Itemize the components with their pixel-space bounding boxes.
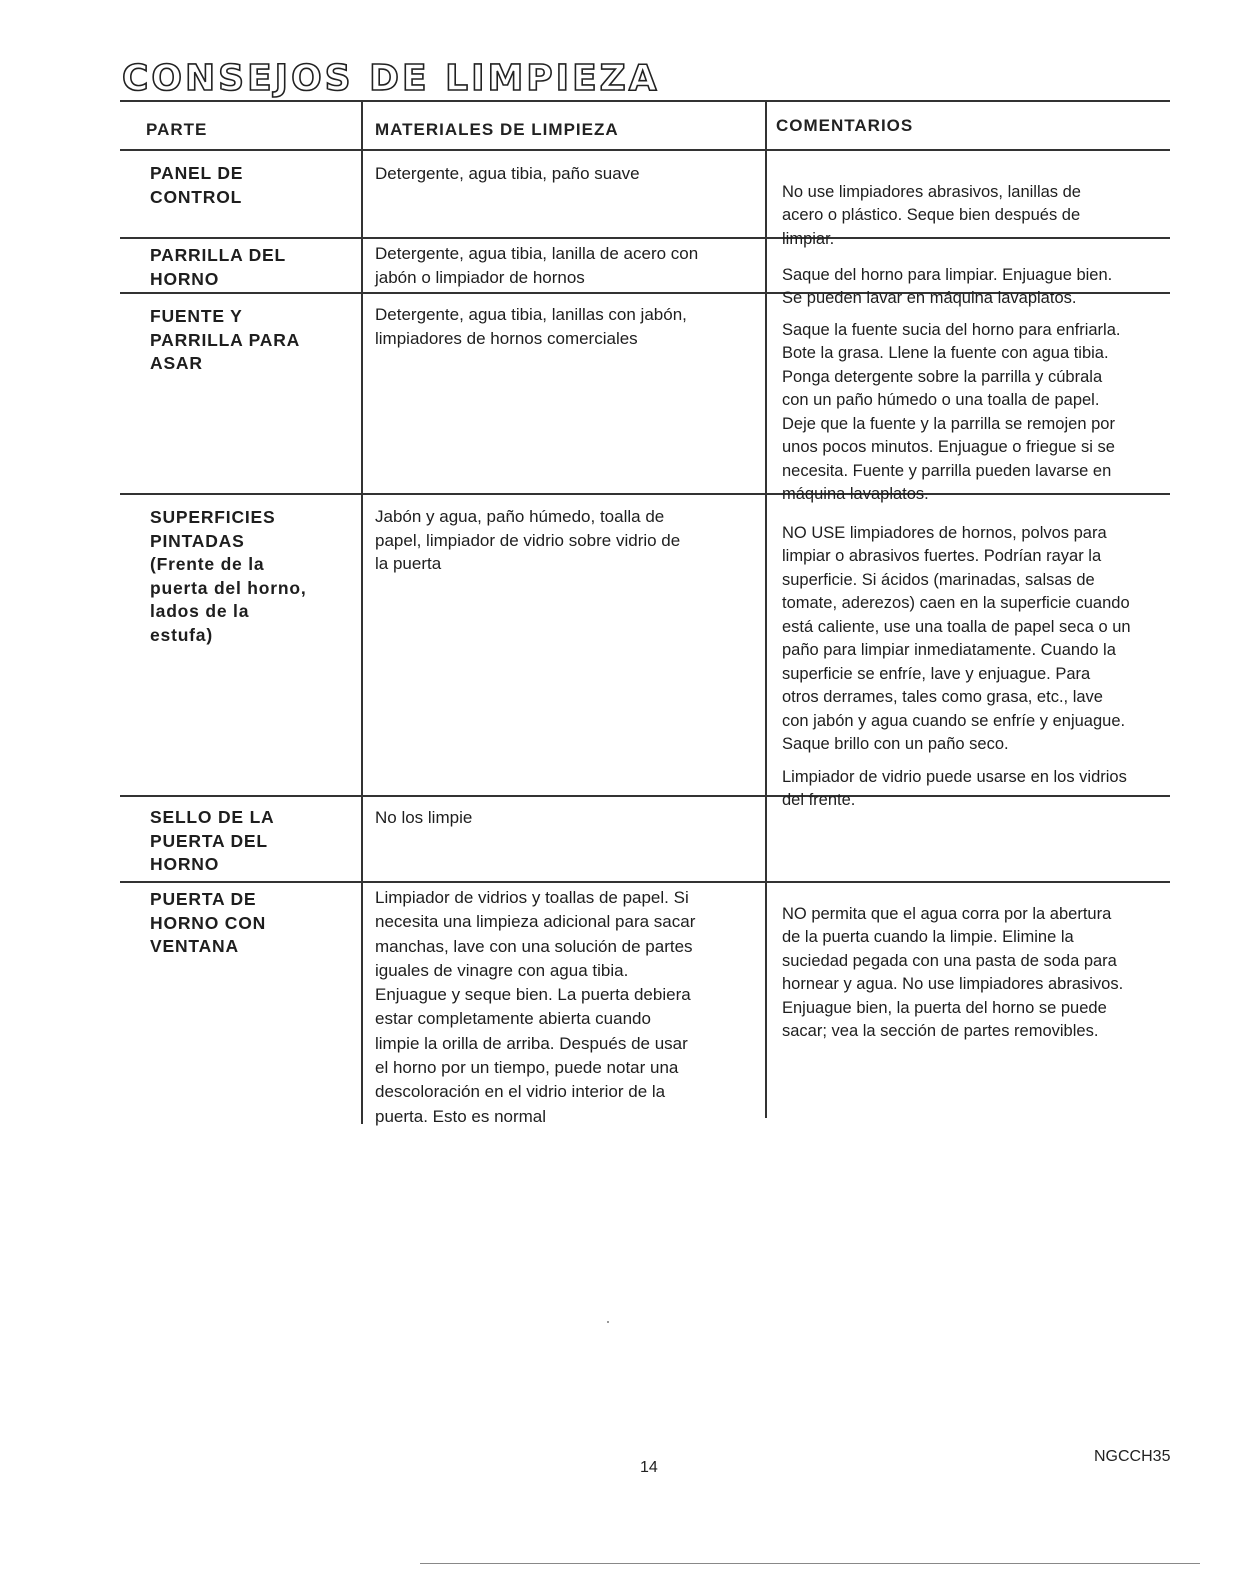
part-cell: SELLO DE LA PUERTA DEL HORNO xyxy=(150,807,275,874)
materials-cell: Detergente, agua tibia, lanillas con jabón, limpiadores de hornos comerciales xyxy=(375,305,687,348)
header-part: PARTE xyxy=(146,120,208,139)
materials-cell: Limpiador de vidrios y toallas de papel. Si necesita una limpieza adicional para sacar manchas, lave con una solución de partes iguales de vinagre con agua tibia. Enjuague y seque bien. La puerta debiera estar completamente abierta cuando limpie la orilla de arriba. Después de usar el horno por un tiempo, puede notar una descoloración en el vidrio interior de la puerta. Esto es normal xyxy=(375,888,696,1126)
page-title: CONSEJOS DE LIMPIEZA xyxy=(122,58,660,99)
model-code: NGCCH35 xyxy=(1094,1448,1171,1465)
header-comments: COMENTARIOS xyxy=(776,116,914,135)
comment-paragraph: Saque del horno para limpiar. Enjuague bien. Se pueden lavar en máquina lavaplatos. xyxy=(782,265,1113,307)
header-materials: MATERIALES DE LIMPIEZA xyxy=(375,120,619,139)
comment-paragraph: Limpiador de vidrio puede usarse en los vidrios del frente. xyxy=(782,767,1127,809)
comments-cell xyxy=(782,806,1167,853)
part-cell: PUERTA DE HORNO CON VENTANA xyxy=(150,889,267,956)
column-divider-1 xyxy=(361,102,363,1124)
comment-paragraph: NO USE limpiadores de hornos, polvos para limpiar o abrasivos fuertes. Podrían rayar la superficie. Si ácidos (marinadas, salsas de tomate, aderezos) caen en la superficie cuando está caliente, use una toalla de papel seca o un paño para limpiar inmediatamente. Cuando la superficie se enfríe, lave y enjuague. Para otros derrames, tales como grasa, etc., lave con jabón y agua cuando se enfríe y enjuague. Saque brillo con un paño seco. xyxy=(782,523,1131,753)
scan-speck xyxy=(607,1321,609,1323)
materials-cell: Detergente, agua tibia, paño suave xyxy=(375,164,640,183)
title-rule xyxy=(120,100,1170,102)
comments-cell xyxy=(782,157,1167,251)
materials-cell: Detergente, agua tibia, lanilla de acero con jabón o limpiador de hornos xyxy=(375,244,699,287)
comment-paragraph: NO permita que el agua corra por la abertura de la puerta cuando la limpie. Elimine la suciedad pegada con una pasta de soda para hornear y agua. No use limpiadores abrasivos. Enjuague bien, la puerta del horno se puede sacar; vea la sección de partes removibles. xyxy=(782,904,1124,1040)
comments-cell xyxy=(782,498,1167,836)
part-cell: PARRILLA DEL HORNO xyxy=(150,245,286,289)
materials-cell: No los limpie xyxy=(375,808,473,827)
page-number: 14 xyxy=(640,1459,658,1476)
comment-paragraph: No use limpiadores abrasivos, lanillas de acero o plástico. Seque bien después de limpiar. xyxy=(782,182,1081,248)
part-cell: PANEL DE CONTROL xyxy=(150,163,244,207)
column-divider-2 xyxy=(765,102,767,1118)
part-cell: SUPERFICIES PINTADAS (Frente de la puerta del horno, lados de la estufa) xyxy=(150,507,307,645)
comments-cell xyxy=(782,879,1167,1044)
bottom-rule xyxy=(420,1563,1200,1564)
comment-paragraph: Saque la fuente sucia del horno para enfriarla. Bote la grasa. Llene la fuente con agua tibia. Ponga detergente sobre la parrilla y cúbrala con un paño húmedo o una toalla de papel. Deje que la fuente y la parrilla se remojen por unos pocos minutos. Enjuague o friegue si se necesita. Fuente y parrilla pueden lavarse en máquina lavaplatos. xyxy=(782,320,1121,503)
materials-cell: Jabón y agua, paño húmedo, toalla de papel, limpiador de vidrio sobre vidrio de la puerta xyxy=(375,507,681,573)
header-separator xyxy=(120,149,1170,151)
part-cell: FUENTE Y PARRILLA PARA ASAR xyxy=(150,306,301,373)
comments-cell xyxy=(782,295,1167,507)
